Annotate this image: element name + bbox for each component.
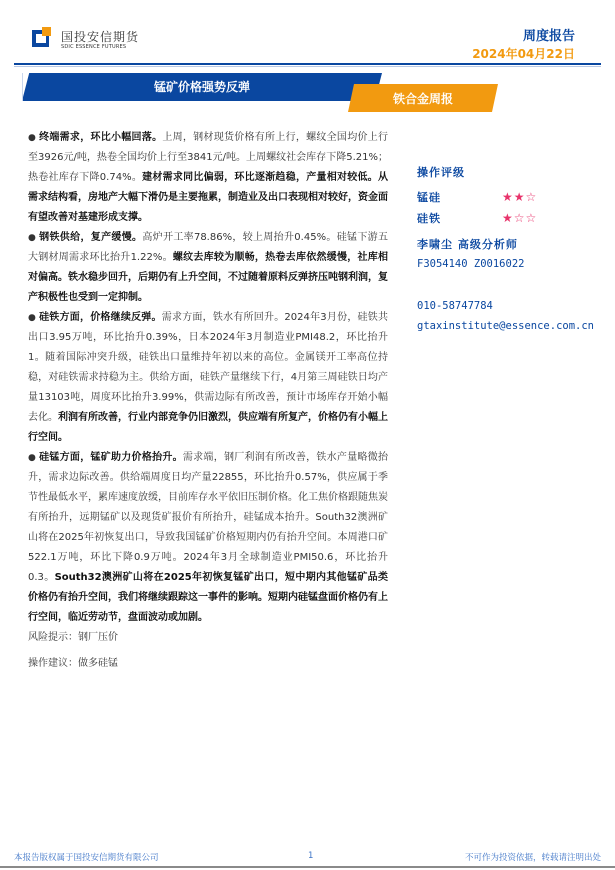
- analyst-name: 李啸尘 高级分析师: [417, 238, 518, 251]
- report-title: 锰矿价格强势反弹: [153, 80, 250, 94]
- paragraph-emphasis: South32澳洲矿山将在2025年初恢复锰矿出口，短中期内其他锰矿品类价格仍有抬升空间，我们将继续跟踪这一事件的影响。短期内硅锰盘面价格仍有上行空间，临近劳动节，盘面波动或加剧。: [28, 572, 389, 623]
- paragraph-text: 需求方面，铁水有所回升。2024年3月份，硅铁共出口3.95万吨，环比抬升0.39%，日本2024年3月制造业PMI48.2，环比抬升1。随着国际冲突升级，硅铁出口量维持年初以来的高位。金属镁开工率高位持稳，对硅铁需求持稳为主。供给方面，硅铁产量继续下行，4月第三周硅铁日均产量13103吨，周度环比抬升3.99%，供需边际有所改善，预计市场库存开始小幅去化。: [28, 312, 389, 423]
- paragraph-ferrosilicon: [28, 308, 388, 448]
- bullet-icon: ●: [28, 133, 37, 143]
- paragraph-emphasis: 建材需求同比偏弱，环比逐渐趋稳，产量相对较低。从需求结构看，房地产大幅下滑仍是主要拖累，制造业及出口表现相对较好，资金面有望改善对基建形成支撑。: [28, 172, 389, 223]
- paragraph-text: 高炉开工率78.86%，较上周抬升0.45%。硅锰下游五大钢材周需求环比抬升1.22%。: [28, 232, 388, 263]
- phone-number: 010-58747784: [417, 300, 493, 312]
- paragraph-emphasis: 利润有所改善，行业内部竞争仍旧激烈，供应端有所复产，价格仍有小幅上行空间。: [28, 412, 388, 443]
- footer-divider: [0, 866, 615, 868]
- paragraph-text: 需求端，钢厂利润有所改善，铁水产量略微抬升，需求边际改善。供给端周度日均产量22855，环比抬升0.57%，供应属于季节性最低水平，累库速度放缓，目前库存水平依旧压制价格。化工焦价格跟随焦炭有所抬升，远期锰矿以及现货矿报价有所抬升，硅锰成本抬升。South32澳洲矿山将在2025年初恢复出口，导致我国锰矿价格短期内仍有抬升空间。本周港口矿522.1万吨，环比下降0.9万吨。2024年3月全球制造业PMI50.6，环比抬升0.3。: [28, 452, 388, 583]
- star-rating-icon: ★☆☆: [502, 210, 538, 225]
- star-rating-icon: ★★☆: [502, 189, 538, 204]
- rating-row-ferrosilicon: [417, 207, 615, 228]
- analyst-license-ids: F3054140 Z0016022: [417, 258, 525, 270]
- rating-label: 锰硅: [417, 190, 441, 204]
- footer-disclaimer: 不可作为投资依据，转载请注明出处: [464, 853, 601, 863]
- advice-value: 做多硅锰: [78, 658, 118, 669]
- paragraph-heading: 硅锰方面，锰矿助力价格抬升。: [39, 452, 183, 463]
- email-link[interactable]: gtaxinstitute@essence.com.cn: [417, 320, 595, 332]
- company-name-cn: 国投安信期货: [61, 30, 140, 44]
- page-number: 1: [308, 851, 314, 861]
- bullet-icon: ●: [28, 313, 37, 323]
- rating-label: 硅铁: [417, 211, 441, 225]
- paragraph-emphasis: 螺纹去库较为顺畅，热卷去库依然缓慢，社库相对偏高。铁水稳步回升，后期仍有上升空间，不过随着原料反弹挤压吨钢利润，复产积极性也受到一定抑制。: [28, 252, 388, 303]
- rating-title: 操作评级: [417, 166, 465, 179]
- rating-panel: [417, 164, 615, 228]
- paragraph-end-demand: [28, 128, 388, 228]
- contact-info: [417, 296, 594, 336]
- rating-row-silicomanganese: [417, 186, 615, 207]
- company-logo-icon: [32, 27, 52, 47]
- trade-advice: [28, 654, 388, 674]
- analyst-info: [417, 236, 524, 270]
- report-type: 周度报告: [522, 29, 575, 44]
- bullet-icon: ●: [28, 453, 37, 463]
- bullet-icon: ●: [28, 233, 37, 243]
- header-divider: [14, 63, 601, 65]
- paragraph-steel-supply: [28, 228, 388, 308]
- company-name-en: SDIC ESSENCE FUTURES: [61, 44, 127, 50]
- risk-label: 风险提示：: [28, 632, 78, 643]
- risk-warning: [28, 628, 388, 648]
- paragraph-heading: 终端需求，环比小幅回落。: [39, 132, 163, 143]
- report-body: [28, 128, 388, 674]
- paragraph-text: 上周，钢材现货价格有所上行，螺纹全国均价上行至3926元/吨，热卷全国均价上行至3841元/吨。上周螺纹社会库存下降5.21%；热卷社库存下降0.74%。: [28, 132, 389, 183]
- footer-copyright: 本报告版权属于国投安信期货有限公司: [14, 853, 159, 863]
- paragraph-heading: 钢铁供给，复产缓慢。: [39, 232, 143, 243]
- header-divider-thin: [14, 66, 601, 67]
- advice-label: 操作建议：: [28, 658, 78, 669]
- risk-value: 钢厂压价: [78, 632, 118, 643]
- report-date: 2024年04月22日: [472, 47, 575, 61]
- paragraph-silicomanganese: [28, 448, 388, 628]
- paragraph-heading: 硅铁方面，价格继续反弹。: [39, 312, 162, 323]
- report-category: 铁合金周报: [392, 92, 453, 106]
